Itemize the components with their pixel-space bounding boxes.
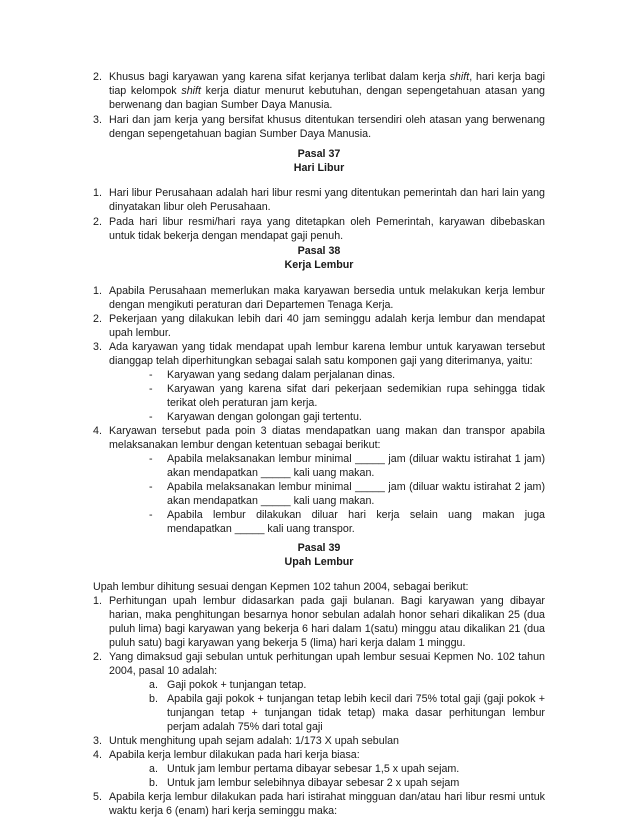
sub-item [149, 678, 545, 692]
item-text: Apabila Perusahaan memerlukan maka karyawan bersedia untuk melakukan kerja lembur dengan mengikuti peraturan dari Departemen Tenaga Kerja. [109, 285, 545, 312]
item-number: 2. [93, 313, 102, 325]
sub-item [149, 508, 545, 536]
item-text: Apabila kerja lembur dilakukan pada hari istirahat mingguan dan/atau hari libur resmi untuk waktu kerja 6 (enam) hari kerja seminggu maka: [109, 791, 545, 818]
item-number: 2. [93, 216, 102, 228]
section-subtitle: Kerja Lembur [284, 259, 354, 271]
list-item [93, 340, 545, 368]
sub-text: Apabila gaji pokok + tunjangan tetap lebih kecil dari 75% total gaji (gaji pokok + tunjangan tetap + tunjangan tidak tetap) maka dasar perhitungan lembur perjam adalah 75% dari total gaji [167, 693, 545, 734]
list-item [93, 424, 545, 452]
item-text: Apabila kerja lembur dilakukan pada hari kerja biasa: [109, 749, 360, 761]
sub-text: Apabila melaksanakan lembur minimal _____ jam (diluar waktu istirahat 1 jam) akan mendapatkan _____ kali uang makan. [167, 453, 545, 480]
sub-marker: b. [149, 777, 158, 789]
sub-marker: - [149, 509, 153, 521]
sub-marker: a. [149, 763, 158, 775]
section-intro: Upah lembur dihitung sesuai dengan Kepmen 102 tahun 2004, sebagai berikut: [93, 581, 469, 593]
sub-text: Apabila lembur dilakukan diluar hari kerja selain uang makan juga mendapatkan _____ kali uang transpor. [167, 509, 545, 536]
sub-marker: b. [149, 693, 158, 705]
sub-item [149, 452, 545, 480]
item-number: 2. [93, 71, 102, 83]
list-item [93, 186, 545, 214]
item-number: 1. [93, 187, 102, 199]
item-text: Hari dan jam kerja yang bersifat khusus ditentukan tersendiri oleh atasan yang berwenang dengan sepengetahuan bagian Sumber Daya Manusia. [109, 114, 545, 141]
list-item [93, 284, 545, 312]
sub-marker: - [149, 383, 153, 395]
list-item [93, 748, 545, 762]
item-text: Hari libur Perusahaan adalah hari libur resmi yang ditentukan pemerintah dan hari lain yang dinyatakan libur oleh Perusahaan. [109, 187, 545, 214]
sub-marker: - [149, 481, 153, 493]
sub-text: Apabila melaksanakan lembur minimal _____ jam (diluar waktu istirahat 2 jam) akan mendapatkan _____ kali uang makan. [167, 481, 545, 508]
section-title: Pasal 38 [297, 245, 341, 257]
item-text: Pada hari libur resmi/hari raya yang ditetapkan oleh Pemerintah, karyawan dibebaskan untuk tidak bekerja dengan mendapat gaji penuh. [109, 216, 545, 243]
sub-marker: - [149, 369, 153, 381]
item-text: Karyawan tersebut pada poin 3 diatas mendapatkan uang makan dan transpor apabila melaksanakan lembur dengan ketentuan sebagai berikut: [109, 425, 545, 452]
item-text: Yang dimaksud gaji sebulan untuk perhitungan upah lembur sesuai Kepmen No. 102 tahun 2004, pasal 10 adalah: [109, 651, 545, 678]
sub-text: Gaji pokok + tunjangan tetap. [167, 679, 307, 691]
item-text: Untuk menghitung upah sejam adalah: 1/173 X upah sebulan [109, 735, 399, 747]
sub-item [149, 776, 545, 790]
list-item [93, 734, 545, 748]
item-text: Khusus bagi karyawan yang karena sifat kerjanya terlibat dalam kerja shift, hari kerja bagi tiap kelompok shift kerja diatur menurut kebutuhan, dengan sepengetahuan atasan yang berwenang dan bagian Sumber Daya Manusia. [109, 71, 546, 112]
sub-marker: a. [149, 679, 158, 691]
item-text: Perhitungan upah lembur didasarkan pada gaji bulanan. Bagi karyawan yang dibayar harian, maka penghitungan besarnya honor sebulan adalah honor sehari dikalikan 25 (dua puluh lima) bagi karyawan yang bekerja 6 hari dalam 1(satu) minggu atau dikalikan 21 (dua puluh satu) bagi karyawan yang bekerja 5 (lima) hari kerja dalam 1 minggu. [109, 595, 545, 650]
section-subtitle: Upah Lembur [284, 556, 354, 568]
sub-text: Untuk jam lembur pertama dibayar sebesar 1,5 x upah sejam. [167, 763, 460, 775]
list-item [93, 70, 545, 112]
section-title: Pasal 39 [297, 542, 341, 554]
sub-text: Karyawan dengan golongan gaji tertentu. [167, 411, 362, 423]
item-number: 1. [93, 595, 102, 607]
item-text: Pekerjaan yang dilakukan lebih dari 40 jam seminggu adalah kerja lembur dan mendapat upah lembur. [109, 313, 545, 340]
sub-item [149, 762, 545, 776]
sub-text: Karyawan yang sedang dalam perjalanan dinas. [167, 369, 396, 381]
sub-item [149, 410, 545, 424]
list-item [93, 215, 545, 243]
sub-item [149, 692, 545, 734]
item-number: 4. [93, 749, 102, 761]
sub-text: Untuk jam lembur selebihnya dibayar sebesar 2 x upah sejam [167, 777, 460, 789]
sub-item [149, 368, 545, 382]
sub-text: Karyawan yang karena sifat dari pekerjaan sedemikian rupa sehingga tidak terikat oleh peraturan jam kerja. [167, 383, 545, 410]
section-title: Pasal 37 [297, 148, 341, 160]
item-number: 2. [93, 651, 102, 663]
list-item [93, 312, 545, 340]
list-item [93, 594, 545, 650]
list-item [93, 113, 545, 141]
sub-item [149, 480, 545, 508]
item-text: Ada karyawan yang tidak mendapat upah lembur karena lembur untuk karyawan tersebut dianggap telah diperhitungkan sebagai salah satu komponen gaji yang diterimanya, yaitu: [109, 341, 545, 368]
item-number: 3. [93, 114, 102, 126]
item-number: 3. [93, 341, 102, 353]
sub-marker: - [149, 411, 153, 423]
list-item [93, 650, 545, 678]
list-item [93, 790, 545, 818]
sub-marker: - [149, 453, 153, 465]
item-number: 1. [93, 285, 102, 297]
sub-item [149, 382, 545, 410]
item-number: 5. [93, 791, 102, 803]
item-number: 3. [93, 735, 102, 747]
section-subtitle: Hari Libur [293, 162, 345, 174]
item-number: 4. [93, 425, 102, 437]
